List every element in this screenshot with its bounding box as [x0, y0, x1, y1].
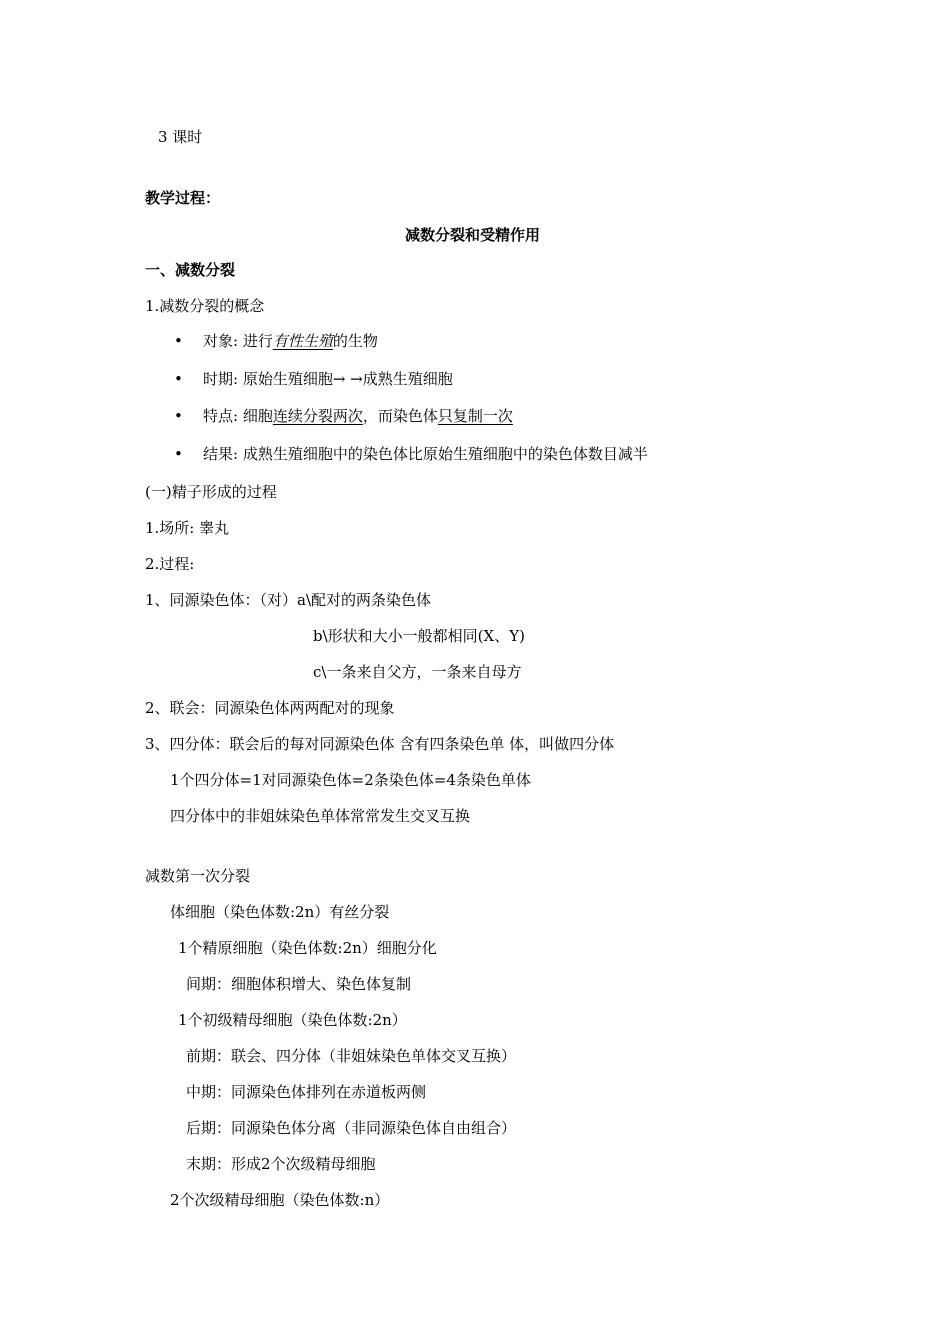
underlined-term: 只复制一次: [437, 407, 513, 425]
bullet-dot: •: [174, 370, 183, 388]
section-heading: 一、减数分裂: [145, 261, 236, 279]
bullet-result: 结果: 成熟生殖细胞中的染色体比原始生殖细胞中的染色体数目减半: [203, 445, 648, 463]
meiosis1-line: 中期：同源染色体排列在赤道板两侧: [186, 1083, 427, 1101]
meiosis1-heading: 减数第一次分裂: [145, 867, 251, 885]
bullet-dot: •: [174, 407, 183, 425]
meiosis1-line: 前期：联会、四分体（非姐妹染色单体交叉互换）: [186, 1047, 517, 1065]
bullet-object: [203, 331, 378, 351]
lesson-hours: 3 课时: [158, 128, 203, 146]
bullet-text: 的生物: [332, 332, 378, 350]
meiosis1-line: 2个次级精母细胞（染色体数:n）: [170, 1191, 390, 1209]
tetrad-line: 3、四分体：联会后的每对同源染色体 含有四条染色单 体，叫做四分体: [145, 735, 615, 753]
meiosis1-line: 后期：同源染色体分离（非同源染色体自由组合）: [186, 1119, 517, 1137]
page-title: 减数分裂和受精作用: [405, 226, 541, 244]
homologous-line-2: b\形状和大小一般都相同(X、Y): [313, 627, 525, 645]
bullet-period: 时期: 原始生殖细胞→ →成熟生殖细胞: [203, 370, 453, 388]
meiosis1-line: 末期：形成2个次级精母细胞: [186, 1155, 376, 1173]
sperm-heading: (一)精子形成的过程: [145, 483, 277, 501]
process-line: 2.过程:: [145, 555, 195, 573]
underlined-term: 有性生殖: [272, 332, 333, 350]
process-heading: 教学过程：: [145, 189, 221, 207]
meiosis1-line: 1个初级精母细胞（染色体数:2n）: [178, 1011, 407, 1029]
meiosis1-line: 1个精原细胞（染色体数:2n）细胞分化: [178, 939, 437, 957]
bullet-dot: •: [174, 445, 183, 463]
underlined-term: 连续分裂两次: [272, 407, 363, 425]
homologous-line-1: 1、同源染色体：（对）a\配对的两条染色体: [145, 591, 432, 609]
homologous-line-3: c\一条来自父方，一条来自母方: [313, 663, 522, 681]
bullet-text: 对象: 进行: [203, 332, 273, 350]
meiosis1-line: 间期：细胞体积增大、染色体复制: [186, 975, 412, 993]
bullet-dot: •: [174, 332, 183, 350]
synapsis-line: 2、联会：同源染色体两两配对的现象: [145, 699, 395, 717]
tetrad-note: 四分体中的非姐妹染色单体常常发生交叉互换: [170, 807, 471, 825]
bullet-feature: [203, 406, 513, 426]
bullet-text: 特点: 细胞: [203, 407, 273, 425]
concept-heading: 1.减数分裂的概念: [145, 297, 265, 315]
meiosis1-line: 体细胞（染色体数:2n）有丝分裂: [170, 903, 390, 921]
place-line: 1.场所: 睾丸: [145, 519, 230, 537]
bullet-text: ，而染色体: [362, 407, 438, 425]
tetrad-equation: 1个四分体=1对同源染色体=2条染色体=4条染色单体: [170, 771, 531, 789]
